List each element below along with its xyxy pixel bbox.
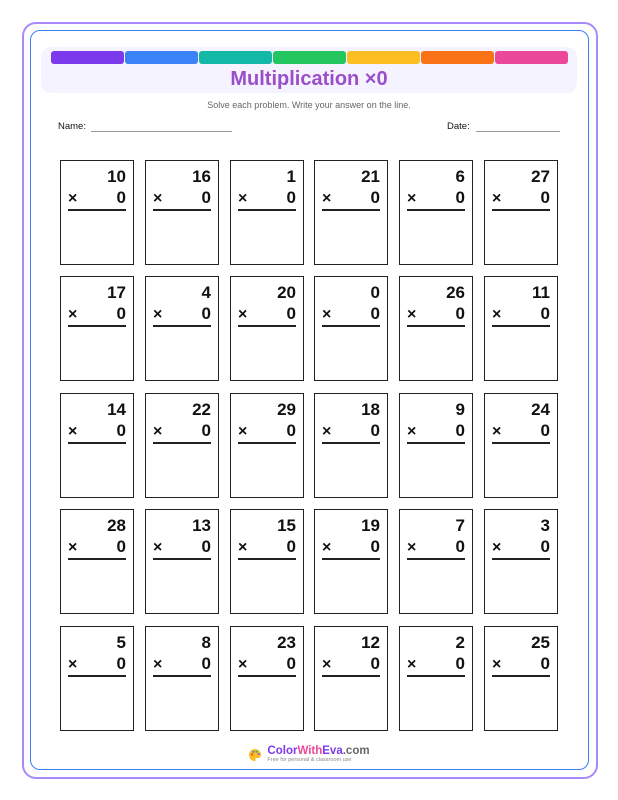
problem-card xyxy=(60,626,134,731)
brand-name xyxy=(267,745,369,757)
multiplier: 0 xyxy=(370,537,380,556)
problem-card xyxy=(145,276,219,381)
multiplier: 0 xyxy=(540,654,550,673)
times-sign: × xyxy=(68,656,78,673)
times-sign: × xyxy=(322,190,332,207)
multiplicand: 25 xyxy=(531,633,550,652)
problem-card xyxy=(230,626,304,731)
multiplier: 0 xyxy=(455,654,465,673)
times-sign: × xyxy=(238,539,248,556)
multiplier: 0 xyxy=(286,188,296,207)
answer-line[interactable] xyxy=(68,675,126,677)
problem-card xyxy=(230,160,304,265)
multiplier: 0 xyxy=(201,421,211,440)
times-sign: × xyxy=(153,306,163,323)
multiplicand: 10 xyxy=(107,167,126,186)
problem-card xyxy=(314,393,388,498)
multiplicand: 29 xyxy=(277,400,296,419)
multiplicand: 1 xyxy=(286,167,296,186)
multiplier: 0 xyxy=(540,537,550,556)
multiplicand: 13 xyxy=(192,516,211,535)
worksheet-title: Multiplication ×0 xyxy=(230,68,388,90)
brand[interactable] xyxy=(267,745,369,764)
problem-card xyxy=(145,509,219,614)
problem-card xyxy=(399,276,473,381)
multiplicand: 22 xyxy=(192,400,211,419)
answer-line[interactable] xyxy=(153,675,211,677)
multiplier: 0 xyxy=(116,304,126,323)
answer-line[interactable] xyxy=(238,558,296,560)
name-label: Name: xyxy=(58,121,86,132)
multiplier: 0 xyxy=(116,188,126,207)
multiplicand: 24 xyxy=(531,400,550,419)
times-sign: × xyxy=(322,423,332,440)
times-sign: × xyxy=(68,190,78,207)
answer-line[interactable] xyxy=(238,442,296,444)
answer-line[interactable] xyxy=(68,325,126,327)
multiplicand: 3 xyxy=(540,516,550,535)
times-sign: × xyxy=(407,306,417,323)
multiplier: 0 xyxy=(370,421,380,440)
instructions: Solve each problem. Write your answer on the line. xyxy=(207,100,411,110)
multiplicand: 21 xyxy=(361,167,380,186)
problem-card xyxy=(60,509,134,614)
answer-line[interactable] xyxy=(492,675,550,677)
multiplier: 0 xyxy=(370,654,380,673)
problem-card xyxy=(399,160,473,265)
times-sign: × xyxy=(492,539,502,556)
multiplier: 0 xyxy=(286,537,296,556)
multiplicand: 18 xyxy=(361,400,380,419)
multiplicand: 8 xyxy=(201,633,211,652)
times-sign: × xyxy=(68,539,78,556)
problem-card xyxy=(230,393,304,498)
multiplier: 0 xyxy=(201,654,211,673)
multiplicand: 28 xyxy=(107,516,126,535)
multiplier: 0 xyxy=(116,421,126,440)
answer-line[interactable] xyxy=(322,209,380,211)
multiplicand: 15 xyxy=(277,516,296,535)
footer xyxy=(0,745,618,764)
multiplicand: 14 xyxy=(107,400,126,419)
multiplicand: 5 xyxy=(116,633,126,652)
times-sign: × xyxy=(68,306,78,323)
color-segment xyxy=(495,51,568,64)
answer-line[interactable] xyxy=(238,209,296,211)
answer-line[interactable] xyxy=(407,442,465,444)
answer-line[interactable] xyxy=(407,325,465,327)
times-sign: × xyxy=(322,539,332,556)
answer-line[interactable] xyxy=(153,209,211,211)
palette-icon xyxy=(248,748,262,762)
multiplicand: 20 xyxy=(277,283,296,302)
answer-line[interactable] xyxy=(492,558,550,560)
multiplier: 0 xyxy=(455,421,465,440)
date-field-line[interactable] xyxy=(476,131,560,132)
times-sign: × xyxy=(238,306,248,323)
problem-card xyxy=(484,509,558,614)
answer-line[interactable] xyxy=(492,442,550,444)
multiplicand: 26 xyxy=(446,283,465,302)
problem-card xyxy=(314,276,388,381)
problem-card xyxy=(145,393,219,498)
problem-card xyxy=(399,626,473,731)
color-segment xyxy=(125,51,198,64)
problem-card xyxy=(145,160,219,265)
date-label: Date: xyxy=(447,121,470,132)
times-sign: × xyxy=(238,423,248,440)
multiplier: 0 xyxy=(455,188,465,207)
answer-line[interactable] xyxy=(407,558,465,560)
times-sign: × xyxy=(492,306,502,323)
answer-line[interactable] xyxy=(153,442,211,444)
answer-line[interactable] xyxy=(153,325,211,327)
multiplicand: 4 xyxy=(201,283,211,302)
multiplier: 0 xyxy=(116,537,126,556)
answer-line[interactable] xyxy=(322,558,380,560)
multiplier: 0 xyxy=(455,304,465,323)
problem-card xyxy=(399,393,473,498)
answer-line[interactable] xyxy=(153,558,211,560)
multiplicand: 6 xyxy=(455,167,465,186)
brand-part-eva: Eva xyxy=(322,745,343,757)
multiplier: 0 xyxy=(286,421,296,440)
multiplicand: 0 xyxy=(370,283,380,302)
problem-card xyxy=(484,276,558,381)
answer-line[interactable] xyxy=(407,675,465,677)
problem-card xyxy=(230,509,304,614)
times-sign: × xyxy=(407,656,417,673)
brand-part-with: With xyxy=(297,745,323,757)
problem-card xyxy=(399,509,473,614)
times-sign: × xyxy=(407,190,417,207)
multiplicand: 7 xyxy=(455,516,465,535)
times-sign: × xyxy=(492,190,502,207)
multiplicand: 23 xyxy=(277,633,296,652)
problem-card xyxy=(145,626,219,731)
times-sign: × xyxy=(492,656,502,673)
rainbow-color-bar xyxy=(51,51,568,64)
multiplicand: 9 xyxy=(455,400,465,419)
multiplicand: 17 xyxy=(107,283,126,302)
brand-part-color: Color xyxy=(267,745,298,757)
problem-card xyxy=(314,626,388,731)
problem-card xyxy=(60,160,134,265)
brand-part-domain: .com xyxy=(342,745,370,757)
times-sign: × xyxy=(153,656,163,673)
answer-line[interactable] xyxy=(238,325,296,327)
multiplier: 0 xyxy=(286,654,296,673)
problem-card xyxy=(484,160,558,265)
answer-line[interactable] xyxy=(68,558,126,560)
multiplier: 0 xyxy=(370,188,380,207)
answer-line[interactable] xyxy=(322,675,380,677)
problem-card xyxy=(484,626,558,731)
answer-line[interactable] xyxy=(322,442,380,444)
answer-line[interactable] xyxy=(68,209,126,211)
color-segment xyxy=(347,51,420,64)
problem-card xyxy=(484,393,558,498)
multiplicand: 16 xyxy=(192,167,211,186)
times-sign: × xyxy=(238,190,248,207)
problem-card xyxy=(230,276,304,381)
multiplier: 0 xyxy=(540,188,550,207)
multiplier: 0 xyxy=(455,537,465,556)
problem-card xyxy=(314,160,388,265)
multiplier: 0 xyxy=(540,304,550,323)
multiplier: 0 xyxy=(286,304,296,323)
multiplier: 0 xyxy=(116,654,126,673)
times-sign: × xyxy=(407,539,417,556)
answer-line[interactable] xyxy=(492,325,550,327)
multiplicand: 2 xyxy=(455,633,465,652)
problem-card xyxy=(60,276,134,381)
times-sign: × xyxy=(322,656,332,673)
times-sign: × xyxy=(492,423,502,440)
times-sign: × xyxy=(238,656,248,673)
problem-card xyxy=(60,393,134,498)
multiplicand: 11 xyxy=(532,283,550,302)
answer-line[interactable] xyxy=(407,209,465,211)
answer-line[interactable] xyxy=(322,325,380,327)
times-sign: × xyxy=(153,539,163,556)
color-segment xyxy=(51,51,124,64)
multiplier: 0 xyxy=(201,537,211,556)
multiplicand: 12 xyxy=(361,633,380,652)
times-sign: × xyxy=(68,423,78,440)
multiplier: 0 xyxy=(370,304,380,323)
color-segment xyxy=(421,51,494,64)
times-sign: × xyxy=(322,306,332,323)
name-field-line[interactable] xyxy=(91,131,232,132)
color-segment xyxy=(273,51,346,64)
times-sign: × xyxy=(407,423,417,440)
answer-line[interactable] xyxy=(238,675,296,677)
times-sign: × xyxy=(153,190,163,207)
times-sign: × xyxy=(153,423,163,440)
problem-card xyxy=(314,509,388,614)
multiplier: 0 xyxy=(540,421,550,440)
answer-line[interactable] xyxy=(492,209,550,211)
brand-tagline: Free for personal & classroom use xyxy=(267,757,352,763)
multiplicand: 27 xyxy=(531,167,550,186)
multiplier: 0 xyxy=(201,188,211,207)
multiplier: 0 xyxy=(201,304,211,323)
multiplicand: 19 xyxy=(361,516,380,535)
color-segment xyxy=(199,51,272,64)
answer-line[interactable] xyxy=(68,442,126,444)
